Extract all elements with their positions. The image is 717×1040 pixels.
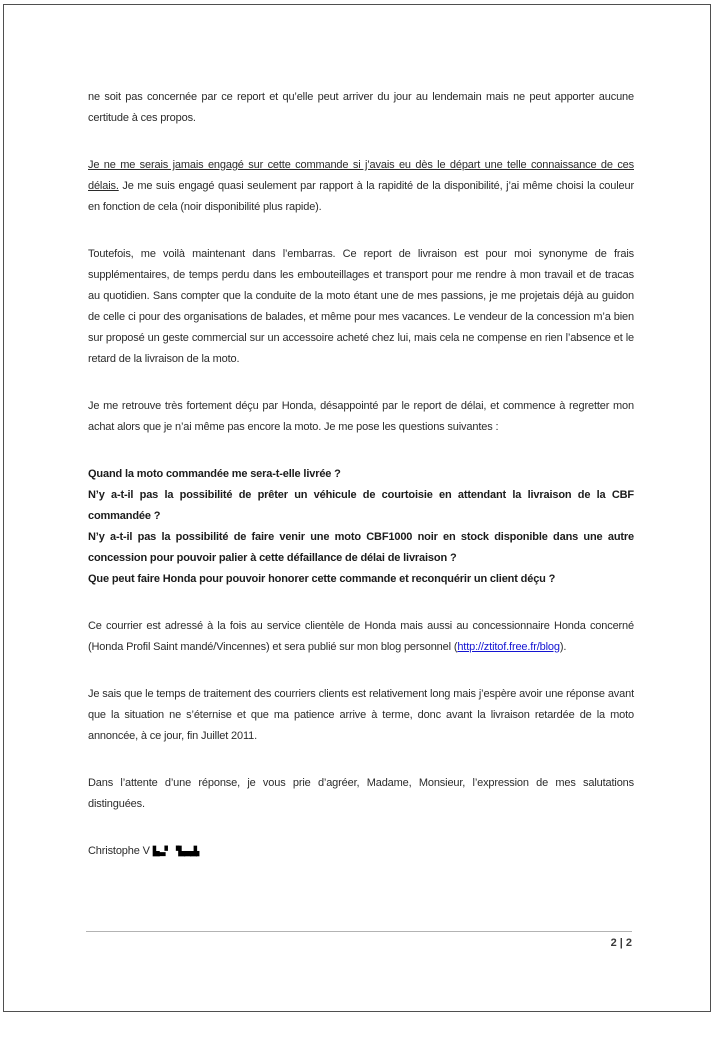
signature-line [88, 841, 634, 863]
blog-link[interactable]: http://ztitof.free.fr/blog [457, 641, 560, 653]
questions-block [88, 464, 634, 590]
question-autre-concession: N’y a-t-il pas la possibilité de faire venir une moto CBF1000 noir en stock disponible dans une autre concession pour pouvoir palier à cette défaillance de délai de livraison ? [88, 531, 634, 564]
page-footer [86, 931, 632, 949]
paragraph-engagement [88, 155, 634, 218]
question-honorer-commande: Que peut faire Honda pour pouvoir honorer cette commande et reconquérir un client déçu ? [88, 573, 556, 585]
question-vehicule-courtoisie: N’y a-t-il pas la possibilité de prêter un véhicule de courtoisie en attendant la livraison de la CBF commandée ? [88, 489, 634, 522]
document-page [3, 4, 711, 1012]
paragraph-destinataires-text: Ce courrier est adressé à la fois au service clientèle de Honda mais aussi au concessionnaire Honda concerné (Honda Profil Saint mandé/Vincennes) et sera publié sur mon blog personnel ( [88, 620, 634, 653]
signature-name: Christophe V [88, 845, 153, 857]
paragraph-engagement-rest: Je me suis engagé quasi seulement par rapport à la rapidité de la disponibilité, j’ai même choisi la couleur en fonction de cela (noir disponibilité plus rapide). [88, 180, 634, 213]
signature-redacted-blocks: ▙▃▘ ▝▙▄▟▖ [152, 847, 202, 857]
underlined-sentence: Je ne me serais jamais engagé sur cette commande si j’avais eu dès le départ une telle connaissance de ces délais. [88, 159, 634, 192]
paragraph-embarras: Toutefois, me voilà maintenant dans l’embarras. Ce report de livraison est pour moi synonyme de frais supplémentaires, de temps perdu dans les embouteillages et transport pour me rendre à mon travail et de tracas au quotidien. Sans compter que la conduite de la moto étant une de mes passions, je me projetais déjà au guidon de celle ci pour des organisations de balades, et même pour mes vacances. Le vendeur de la concession m’a bien sur proposé un geste commercial sur un accessoire acheté chez lui, mais cela ne compense en rien l’absence et le retard de la livraison de la moto. [88, 248, 634, 365]
page-number: 2 | 2 [610, 937, 632, 949]
letter-body [88, 87, 634, 863]
paragraph-destinataires-end: ). [559, 641, 567, 653]
paragraph-continuation: ne soit pas concernée par ce report et qu’elle peut arriver du jour au lendemain mais ne peut apporter aucune certitude à ces propos. [88, 91, 634, 124]
paragraph-salutations: Dans l’attente d’une réponse, je vous prie d’agréer, Madame, Monsieur, l’expression de mes salutations distinguées. [88, 777, 634, 810]
paragraph-delai-reponse: Je sais que le temps de traitement des courriers clients est relativement long mais j’espère avoir une réponse avant que la situation ne s’éternise et que ma patience arrive à terme, donc avant la livraison retardée de la moto annoncée, à ce jour, fin Juillet 2011. [88, 688, 634, 742]
paragraph-destinataires [88, 616, 634, 658]
paragraph-decu: Je me retrouve très fortement déçu par Honda, désappointé par le report de délai, et commence à regretter mon achat alors que je n’ai même pas encore la moto. Je me pose les questions suivantes : [88, 400, 634, 433]
question-livraison-date: Quand la moto commandée me sera-t-elle livrée ? [88, 468, 341, 480]
